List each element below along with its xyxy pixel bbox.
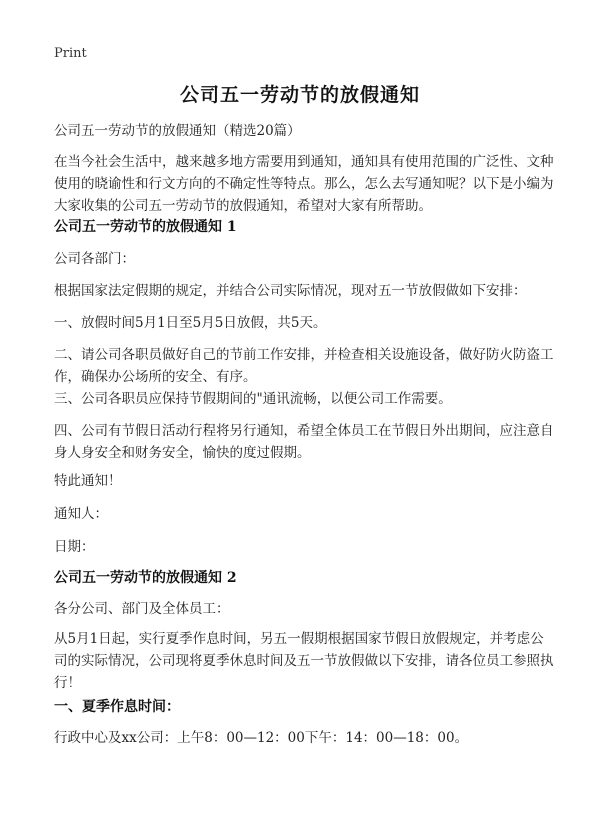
- document-title: 公司五一劳动节的放假通知: [179, 84, 420, 106]
- section2-paragraph-1: 从5月1日起，实行夏季作息时间，另五一假期根据国家节假日放假规定，并考虑公司的实际情况，公司现将夏季休息时间及五一节放假做以下安排，请各位员工参照执行！: [54, 631, 554, 691]
- section1-date: 日期：: [54, 539, 95, 555]
- section1-paragraph-4: 三、公司各职员应保持节假期间的"通讯流畅，以便公司工作需要。: [54, 391, 452, 407]
- intro-paragraph: 在当今社会生活中，越来越多地方需要用到通知，通知具有使用范围的广泛性、文种使用的晓谕性和行文方向的不确定性等特点。那么，怎么去写通知呢？以下是小编为大家收集的公司五一劳动节的放假通知，希望对大家有所帮助。: [54, 154, 554, 214]
- section1-paragraph-5: 四、公司有节假日活动行程将另行通知，希望全体员工在节假日外出期间，应注意自身人身安全和财务安全，愉快的度过假期。: [54, 423, 554, 461]
- section1-salutation: 公司各部门：: [54, 251, 135, 267]
- section1-paragraph-3: 二、请公司各职员做好自己的节前工作安排，并检查相关设施设备，做好防火防盗工作，确保办公场所的安全、有序。: [54, 347, 554, 385]
- document-subtitle: 公司五一劳动节的放假通知（精选20篇）: [54, 123, 301, 139]
- section1-paragraph-2: 一、放假时间5月1日至5月5日放假，共5天。: [54, 315, 327, 331]
- section1-paragraph-1: 根据国家法定假期的规定，并结合公司实际情况，现对五一节放假做如下安排：: [54, 283, 527, 299]
- section2-subheading: 一、夏季作息时间：: [54, 699, 180, 715]
- section2-salutation: 各分公司、部门及全体员工：: [54, 601, 230, 617]
- section2-paragraph-2: 行政中心及xx公司：上午8：00—12：00下午：14：00—18：00。: [54, 730, 469, 746]
- section1-heading: 公司五一劳动节的放假通知 1: [54, 219, 237, 235]
- section1-closing: 特此通知！: [54, 473, 122, 489]
- print-link[interactable]: Print: [54, 46, 87, 61]
- section2-heading: 公司五一劳动节的放假通知 2: [54, 570, 237, 586]
- section1-notifier: 通知人：: [54, 506, 108, 522]
